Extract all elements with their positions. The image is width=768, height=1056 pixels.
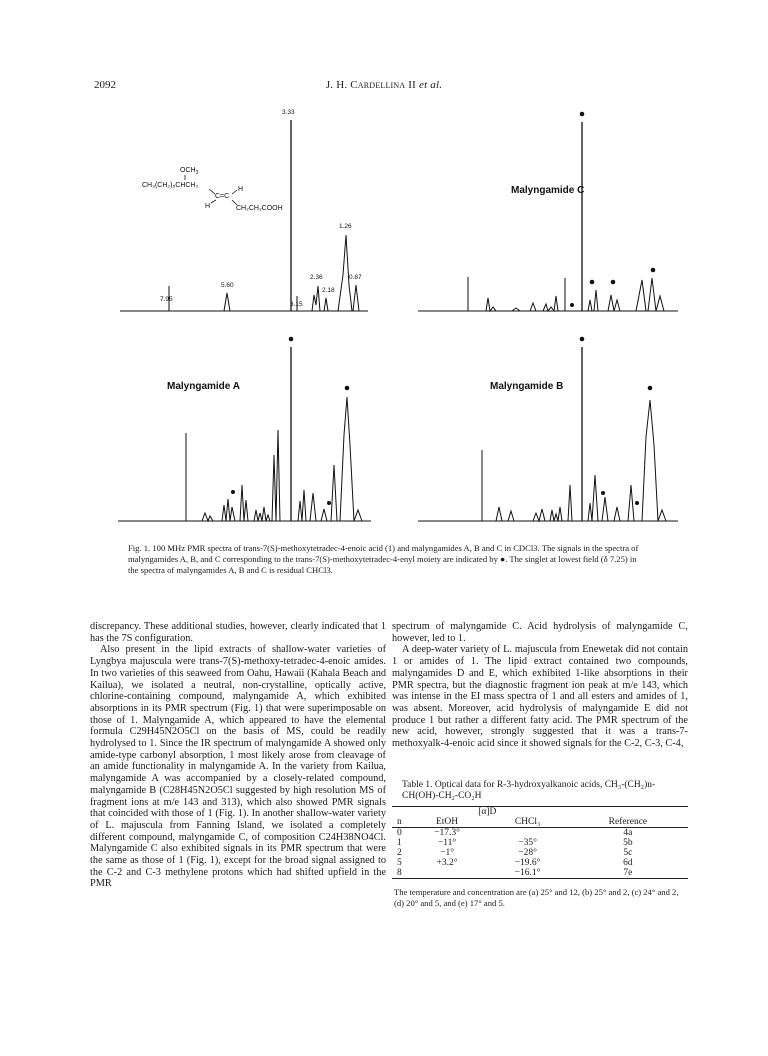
table-cell: −11° (437, 838, 457, 848)
table-cell: +3.2° (436, 858, 458, 868)
peak-label-087: 0.87 (349, 274, 362, 281)
left-column (90, 621, 386, 890)
structure-line2: CH₃(CH₂)₅CHCH₂ (142, 182, 199, 189)
peak-087 (353, 285, 359, 311)
peak-label-236: 2.36 (310, 274, 323, 281)
panel-label-malyngamide-c: Malyngamide C (511, 185, 585, 196)
table-cell: 0 (397, 828, 402, 838)
optical-data-table (392, 806, 688, 881)
table-footnote: The temperature and concentration are (a) 25° and 12, (b) 25° and 2, (c) 24° and 2, (d) 20° and 5, and (e) 17° and 5. (394, 887, 679, 908)
paragraph: Also present in the lipid extracts of shallow-water varieties of Lyngbya majuscula were trans-7(S)-methoxy-tetradec-4-enoic amides. In two varieties of this seaweed from Oahu, Hawaii (Kahala Beach and Kailua), we isolated a neutral, non-crystalline, optically active, chlorine-containing compound, malyngamide A, which exhibited absorptions in its PMR spectrum (Fig. 1) that were superimposable on those of 1. Malyngamide A, which appeared to have the elemental formula C29H45N2O5Cl on the basis of MS, could be readily hydrolysed to 1. Since the IR spectrum of malyngamide A showed only amide-type carbonyl absorption, 1 most likely arose from cleavage of an amide functionality in malyngamide A. In the variety from Kailua, malyngamide A was accompanied by a closely-related compound, malyngamide B (C28H45N2O5Cl suggested by high resolution MS of fragment ions at m/e 143 and 313), which also showed PMR signals that coincided with those of 1 (Fig. 1). In another shallow-water variety of L. majuscula from Fanning Island, we isolated a completely different compound, malyngamide C, of composition C24H38NO4Cl. Malyngamide C also exhibited signals in its PMR spectrum that were the same as those of 1 (Fig. 1), except for the broad signal assigned to the C-2 and C-3 methylene protons which had shifted upfield in the PMR (90, 644, 386, 890)
structure-line3: C=C (215, 193, 230, 200)
paragraph: discrepancy. These additional studies, however, clearly indicated that 1 has the 7S configuration. (90, 621, 386, 644)
spectrum-malyngamide-c (418, 100, 680, 320)
table-cell: −1° (440, 848, 455, 858)
table-cell: 8 (397, 868, 402, 878)
column-header: n (397, 817, 402, 827)
structure-line4: CH₂CH₂COOH (236, 205, 283, 212)
peak-label-315: 3.15 (290, 301, 303, 308)
table-row (392, 838, 688, 848)
table-1 (392, 780, 688, 908)
page-number: 2092 (94, 79, 116, 91)
running-head-etal: et al. (418, 79, 443, 91)
table-cell: 5b (623, 838, 633, 848)
table-cell: 2 (397, 848, 402, 858)
panel-label-malyngamide-a: Malyngamide A (167, 381, 240, 392)
table-cell: 6d (623, 858, 633, 868)
column-header: EtOH (435, 817, 459, 827)
table-cell: −17.3° (434, 828, 460, 838)
peak-label-795: 7.95 (160, 296, 173, 303)
table-row (392, 858, 688, 868)
structure-h-right: H (238, 186, 244, 193)
paragraph: spectrum of malyngamide C. Acid hydrolysis of malyngamide C, however, led to 1. (392, 621, 688, 644)
table-cell: 5 (397, 858, 402, 868)
running-head (0, 79, 768, 91)
table-cell (407, 868, 488, 879)
table-cell: −16.1° (514, 868, 541, 878)
table-row (392, 848, 688, 858)
table-cell: 7e (623, 868, 633, 878)
figure-caption: Fig. 1. 100 MHz PMR spectra of trans-7(S)-methoxytetradec-4-enoic acid (1) and malyngamides A, B and C in CDCl3. The signals in the spectra of malyngamides A, B, and C corresponding to the trans-7(S)-methoxytetradec-4-enyl moiety are indicated by ●. The singlet at lowest field (δ 7.25) in the spectra of malyngamides A, B and C is residual CHCl3. (128, 543, 639, 575)
spectrum-malyngamide-b (418, 325, 680, 530)
peak-236 (312, 286, 320, 311)
table-cell: −35° (518, 838, 537, 848)
right-column (392, 621, 688, 750)
panel-label-malyngamide-b: Malyngamide B (490, 381, 564, 392)
table-row (392, 868, 688, 879)
column-header: Reference (608, 817, 648, 827)
table-cell: 5c (623, 848, 633, 858)
table-cell: 1 (397, 838, 402, 848)
column-header: CHCl₃ (514, 817, 541, 827)
running-head-author: J. H. Cardellina II (325, 79, 417, 91)
table-header-row (392, 817, 688, 828)
peak-560 (224, 293, 230, 311)
peak-label-126: 1.26 (339, 223, 352, 230)
structure-h-left: H (205, 203, 211, 210)
peak-218 (324, 298, 328, 311)
peak-126 (338, 235, 352, 311)
table-cell: −28° (518, 848, 537, 858)
table-row (392, 828, 688, 839)
table-title: Table 1. Optical data for R-3-hydroxyalkanoic acids, CH₃-(CH₂)n-CH(OH)-CH₂-CO₂H (402, 780, 656, 801)
structure-formula (142, 167, 283, 212)
spectrum-compound-1 (120, 100, 370, 320)
structure-line1: $OCH_3$ (180, 167, 199, 176)
table-cell: −19.6° (514, 858, 541, 868)
peak-label-218: 2.18 (322, 287, 335, 294)
table-cell: 4a (623, 828, 633, 838)
peak-label-560: 5.60 (221, 282, 234, 289)
table-cell (487, 828, 568, 839)
paragraph: A deep-water variety of L. majuscula from Enewetak did not contain 1 or amides of 1. The lipid extract contained two compounds, malyngamides D and E, which exhibited 1-like absorptions in their PMR spectra, but the diagnostic fragment ion peak at m/e 143, which was intense in the EI mass spectra of 1 and all esters and amides of 1, was absent. Moreover, acid hydrolysis of malyngamide E did not produce 1 but rather a different fatty acid. The PMR spectrum of the new acid, however, strongly suggested that it was a trans-7-methoxyalk-4-enoic acid since it showed signals for the C-2, C-3, C-4, (392, 644, 688, 750)
peak-label-333: 3.33 (282, 109, 295, 116)
table-group-header: [α]D (478, 807, 497, 817)
spectrum-malyngamide-a (118, 325, 373, 530)
